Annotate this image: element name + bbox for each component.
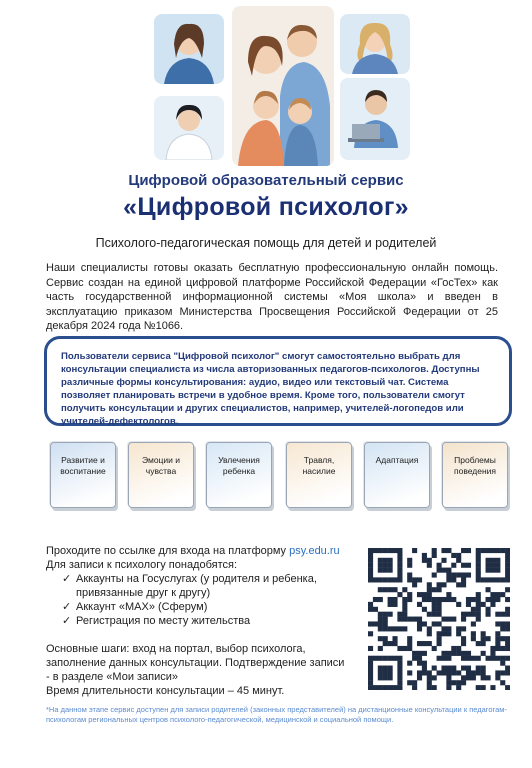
signup-instructions: [46, 544, 346, 698]
platform-link-line: [46, 544, 346, 558]
photo-family: [232, 6, 334, 166]
topic-card: [286, 442, 352, 508]
topic-card: [442, 442, 508, 508]
list-item: ✓ Аккаунт «MAX» (Сферум): [62, 601, 208, 613]
topic-card-label: Травля, насилие: [302, 455, 336, 476]
qr-code[interactable]: [368, 548, 510, 690]
photo-man-laptop: [340, 78, 410, 160]
requirements-list: [62, 572, 346, 628]
topic-cards: [42, 438, 512, 518]
topic-card-label: Адаптация: [375, 455, 419, 465]
topic-card-label: Проблемы поведения: [453, 455, 497, 476]
service-title: «Цифровой психолог»: [123, 193, 409, 221]
check-icon: ✓: [62, 615, 72, 627]
photo-woman-blonde: [340, 14, 410, 74]
duration-text: Время длительности консультации – 45 минут.: [46, 685, 285, 697]
photo-specialist-woman: [154, 96, 224, 160]
topic-card: [364, 442, 430, 508]
topic-card-label: Развитие и воспитание: [60, 455, 106, 476]
intro-paragraph: Наши специалисты готовы оказать бесплатную профессиональную онлайн помощь. Сервис создан на единой цифровой платформе Российской Федерации «ГосТех» как часть государственной информационной системы «Моя школа» и введен в эксплуатацию приказом Министерства Просвещения Российской Федерации от 25 декабря 2024 года №1066.: [46, 262, 498, 332]
topic-card: [128, 442, 194, 508]
callout-text: Пользователи сервиса "Цифровой психолог" смогут самостоятельно выбрать для консультации специалиста из числа авторизованных педагогов-психологов. Доступны различные формы консультирования: аудио, видео или текстовый чат. Система позволяет планировать встречи в удобное время. Кроме того, пользователи смогут получить консультации и других специалистов, например, учителей-логопедов или учителей-дефектологов.: [61, 351, 480, 427]
list-item: ✓ Аккаунты на Госуслугах (у родителя и ребенка, привязанные друг к другу): [62, 573, 317, 599]
platform-link[interactable]: psy.edu.ru: [289, 545, 340, 557]
requirements-title: Для записи к психологу понадобятся:: [46, 559, 238, 571]
topic-card-label: Эмоции и чувства: [141, 455, 181, 476]
main-steps-text: Основные шаги: вход на портал, выбор психолога, заполнение данных консультации. Подтверждение записи - в разделе «Мои записи»: [46, 643, 345, 683]
check-icon: ✓: [62, 573, 72, 585]
info-callout: [44, 336, 512, 426]
topic-card: [50, 442, 116, 508]
platform-link-prefix: Проходите по ссылке для входа на платформу: [46, 545, 290, 557]
photo-collage: [150, 6, 412, 166]
qr-code-image: [368, 548, 510, 690]
footnote: *На данном этапе сервис доступен для записи родителей (законных представителей) на дистанционные консультации к педагогам-психологам региональных центров психолого-педагогической, медицинской и социальной помощи.: [46, 705, 507, 724]
photo-woman: [154, 14, 224, 84]
check-icon: ✓: [62, 601, 72, 613]
service-type-heading: Цифровой образовательный сервис: [128, 172, 404, 189]
topic-card: [206, 442, 272, 508]
service-subtitle: Психолого-педагогическая помощь для детей и родителей: [95, 236, 437, 250]
topic-card-label: Увлечения ребенка: [218, 455, 260, 476]
list-item: ✓ Регистрация по месту жительства: [62, 615, 251, 627]
